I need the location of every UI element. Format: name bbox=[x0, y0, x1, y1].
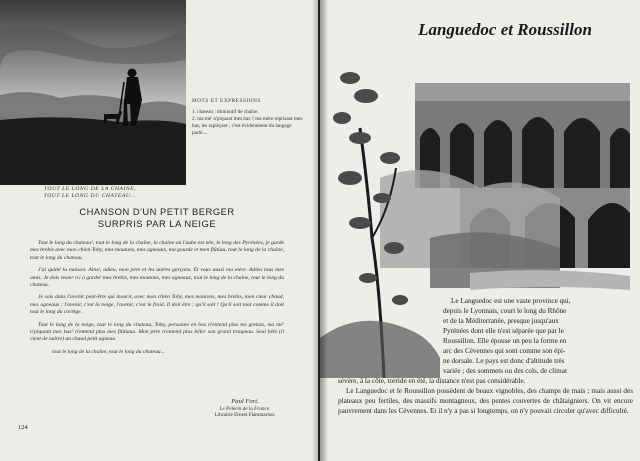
vocabulary-item: 2. ma mè' n'piquant mes bas ? ma mère reprisant mes bas, les rapiéçant ; c'est évidemment du langage parlé.... bbox=[192, 116, 303, 136]
source-book: Le Pèlerin de la France. bbox=[219, 406, 271, 412]
publisher: Librairie Ernest Flammarion. bbox=[214, 412, 276, 419]
paragraph-1-end: sévère, à la côte, torride en été, la distance n'est pas considérable. bbox=[338, 377, 526, 385]
paragraph-line: Pyrénées dont elle n'est séparée que par le bbox=[443, 327, 564, 335]
left-page bbox=[0, 0, 318, 461]
right-page bbox=[320, 0, 640, 461]
caption-line: TOUT LE LONG DE LA CHAINE, bbox=[43, 186, 137, 192]
poem-stanza: Je sais dans l'avenir peut-être qui mourir, avec mon chien Toby, mes moutons, mes brebis, mon cœur chaud, mes agneaux ; l'avenir, c'est la neige, l'avenir, c'est le froid. Il doit être ; qu'il soit ! Qu'il soit tout comme il doit tout le long du cortège. bbox=[30, 294, 284, 316]
photo-caption bbox=[10, 186, 170, 199]
poem-refrain: tout le long de la chaîne, tout le long du chateau... bbox=[52, 348, 165, 355]
paragraph-line: arc des Cévennes qui sont comme son épi- bbox=[443, 347, 566, 355]
paragraph-1 bbox=[443, 296, 633, 376]
poem-stanza: Tout le long de la neige, tout le long du chateau, Toby, personne en bas n'entend plus tes grelots, ma mè' n'piquant mes bas² n'entend plus mes flûtiaux. Mon père n'entend plus bêler son grand troupeau. Seul bêle (il vient de naître) un chaud petit agneau bbox=[30, 321, 284, 343]
shepherd-photo bbox=[0, 0, 186, 185]
vocabulary-item: 1. chateau : diminutif de chaîne. bbox=[192, 109, 259, 115]
paragraph-line: ne dorsale. Le pays est donc d'altitude très bbox=[443, 357, 565, 365]
poem-stanza: Tout le long du chateau¹, tout le long de la chaîne, la chaîne où l'aube est née, le long des Pyrénées, je garde mes brebis avec mon chien Toby, mes moutons, mes agneaux, ma gourde et mon flûtiau, tout le long de la chaîne, tout le long du chateau. bbox=[30, 240, 284, 261]
paragraph-line: Le Languedoc est une vaste province qui, bbox=[451, 297, 571, 305]
caption-line: TOUT LE LONG DU CHATEAU... bbox=[43, 192, 137, 199]
poem-body bbox=[30, 240, 284, 361]
book-gutter bbox=[312, 0, 328, 461]
paragraph-2: Le Languedoc et le Roussillon possèdent de beaux vignobles, des champs de maïs ; mais aussi des plateaux peu fertiles, des massifs montagneux, des pentes couvertes de châtaigniers. On vit encore pauvrement dans les Cévennes. Et il n'y a pas si longtemps, on n'y pouvait circuler qu'avec difficulté. bbox=[338, 387, 633, 415]
paragraph-line: Roussillon. Elle épouse un peu la forme en bbox=[443, 337, 567, 345]
poem-title-line: CHANSON D'UN PETIT BERGER bbox=[79, 206, 235, 217]
poem-title bbox=[40, 206, 274, 230]
paragraph-line: depuis le Lyonnais, court le long du Rhône bbox=[443, 307, 567, 315]
paragraph-line: variée ; des sommets ou des cols, de climat bbox=[443, 367, 567, 375]
paragraph-2-block bbox=[338, 376, 633, 416]
poem-stanza: J'ai quitté la maison. Ainsi, adieu, mon père et les autres garçons. Et vous aussi ma mère. Adieu tous mes amis. Je dois rester ici à garder mes brebis, mes moutons, mes agneaux, tout le long de la chaîne, tout le long du chateau. bbox=[30, 267, 284, 289]
vocabulary-box bbox=[192, 98, 304, 137]
page-number: 124 bbox=[18, 424, 28, 431]
vocabulary-title: MOTS ET EXPRESSIONS bbox=[192, 98, 261, 104]
poem-attribution bbox=[200, 398, 290, 419]
poem-title-line: SURPRIS PAR LA NEIGE bbox=[97, 218, 217, 229]
author-name: Paul Fort. bbox=[231, 398, 259, 405]
chapter-title: Languedoc et Roussillon bbox=[418, 20, 592, 39]
paragraph-line: et de la Méditerranée, presque jusqu'aux bbox=[443, 317, 559, 325]
